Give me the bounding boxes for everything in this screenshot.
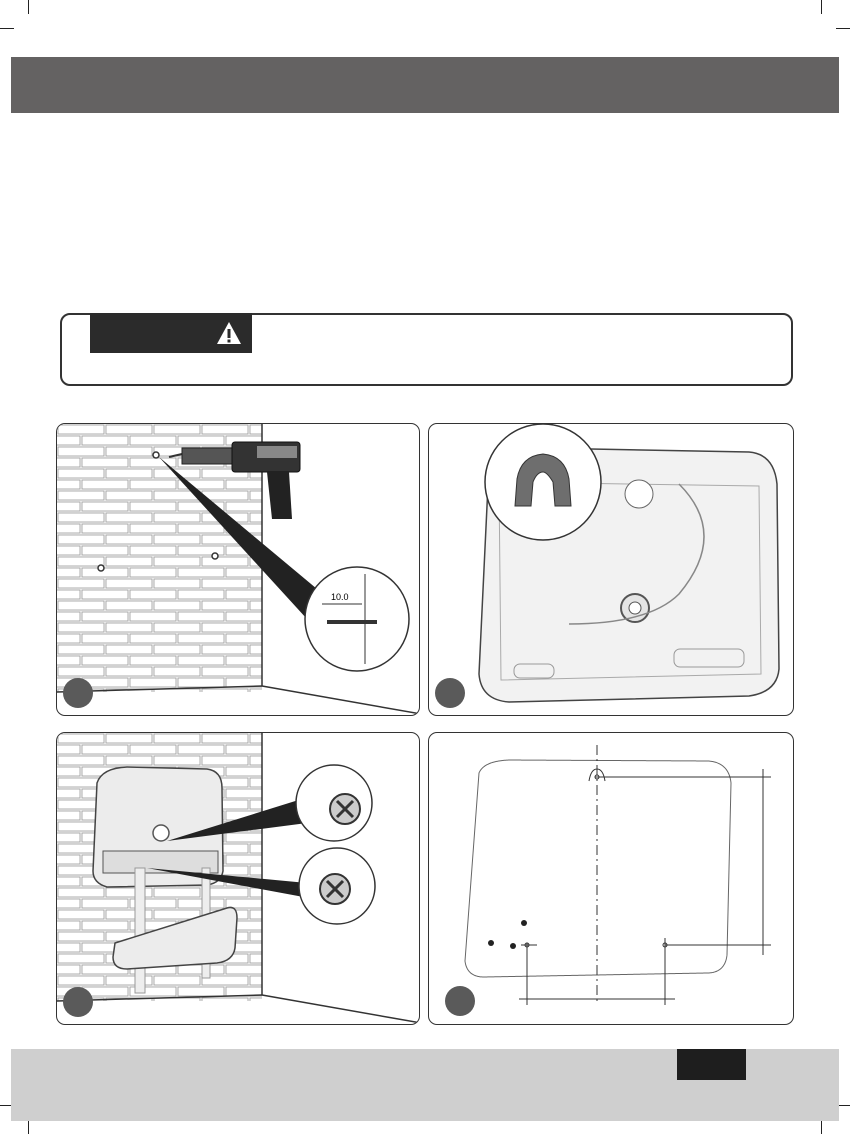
page-number-tab (677, 1049, 746, 1080)
crop-mark (28, 1120, 29, 1134)
device-mounted-illustration (57, 733, 420, 1025)
mounting-template-illustration (429, 733, 794, 1025)
footer-bar (11, 1049, 839, 1121)
figure-device-mounted (56, 732, 420, 1025)
warning-label (90, 313, 252, 353)
crop-mark (821, 1120, 822, 1134)
step-circle-4 (445, 986, 475, 1016)
step-circle-3 (63, 987, 93, 1017)
warning-triangle-icon (216, 320, 242, 346)
crop-mark (0, 28, 14, 29)
figure-mounting-template (428, 732, 794, 1025)
figure-device-back (428, 423, 794, 716)
crop-mark (28, 0, 29, 14)
crop-mark (836, 28, 850, 29)
header-bar (11, 57, 839, 113)
drill-wall-illustration (57, 424, 420, 716)
crop-mark (821, 0, 822, 14)
drill-dimension: 10.0 (331, 592, 349, 602)
figure-drill-wall (56, 423, 420, 716)
step-circle-2 (435, 678, 465, 708)
device-back-illustration (429, 424, 794, 716)
step-circle-1 (63, 678, 93, 708)
warning-box (60, 313, 793, 386)
